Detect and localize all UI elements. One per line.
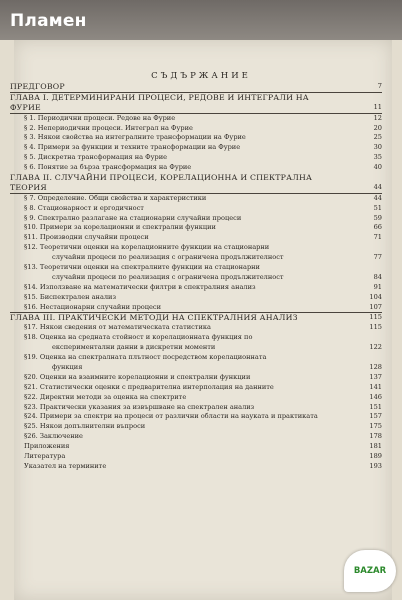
toc-entry-page: 40	[373, 163, 382, 172]
toc-entry-page: 181	[369, 442, 382, 451]
toc-section-row	[10, 163, 382, 173]
toc-entry-title: ФУРИЕ	[10, 102, 41, 112]
toc-entry-page: 84	[373, 272, 382, 281]
toc-entry-title: функция	[52, 362, 83, 371]
toc-entry-title: §26. Заключение	[24, 432, 83, 441]
toc-entry-title: §11. Производни случайни процеси	[24, 233, 149, 242]
toc-entry-page: 157	[369, 412, 382, 421]
toc-entry-page: 178	[369, 432, 382, 441]
toc-section-row	[10, 353, 382, 363]
toc-chapter-row	[10, 173, 382, 183]
toc-entry-title: ТЕОРИЯ	[10, 182, 47, 192]
toc-entry-page: 66	[373, 223, 382, 232]
toc-entry-title: §24. Примери за спектри на процеси от различни области на науката и практиката	[24, 412, 318, 421]
toc-section-row	[10, 124, 382, 134]
toc-entry-page: 115	[369, 323, 382, 332]
toc-entry-page: 77	[373, 253, 382, 262]
toc-section-row	[10, 273, 382, 283]
toc-section-row	[10, 363, 382, 373]
toc-section-row	[10, 383, 382, 393]
toc-entry-title: ГЛАВА II. СЛУЧАЙНИ ПРОЦЕСИ, КОРЕЛАЦИОННА И СПЕКТРАЛНА	[10, 173, 313, 183]
toc-section-row	[10, 133, 382, 143]
toc-entry-title: § 9. Спектрално разлагане на стационарни случайни процеси	[24, 213, 242, 222]
toc-entry-page: 146	[369, 392, 382, 401]
toc-entry-title: § 5. Дискретна трансформация на Фурие	[24, 153, 168, 162]
toc-chapter-row	[10, 313, 382, 323]
toc-entry-title: §12. Теоретични оценки на корелационните функции на стационарни	[24, 243, 270, 252]
toc-entry-title: § 8. Стационарност и ергодичност	[24, 203, 144, 212]
toc-entry-title: § 4. Примери за функции и техните трансформации на Фурие	[24, 143, 241, 152]
toc-entry-title: ПРЕДГОВОР	[10, 82, 65, 91]
toc-entry-title: § 6. Понятие за бърза трансформация на Фурие	[24, 163, 192, 172]
toc-entry-title: §23. Практически указания за извършване на спектрален анализ	[24, 402, 255, 411]
toc-section-row	[10, 403, 382, 413]
brand-name[interactable]: Пламен	[10, 11, 87, 31]
toc-entry-title: §21. Статистически оценки с предварителна интерполация на данните	[24, 382, 274, 391]
toc-entry-title: §18. Оценка на средната стойност и корелационната функция по	[24, 333, 253, 342]
toc-entry-title: §13. Теоретични оценки на спектралните функции на стационарни	[24, 263, 260, 272]
toc-entry-title: ГЛАВА III. ПРАКТИЧЕСКИ МЕТОДИ НА СПЕКТРАЛНИЯ АНАЛИЗ	[10, 313, 298, 323]
toc-section-row	[10, 442, 382, 452]
toc-section-row	[10, 114, 382, 124]
toc-section-row	[10, 263, 382, 273]
toc-entry-page: 193	[369, 461, 382, 470]
toc-entry-page: 59	[373, 213, 382, 222]
toc-entry-page: 12	[373, 113, 382, 122]
toc-entry-page: 107	[369, 302, 382, 311]
toc-entry-title: §17. Някои сведения от математическата статистика	[24, 323, 211, 332]
toc-section-row	[10, 432, 382, 442]
toc-entry-page: 20	[373, 123, 382, 132]
toc-entry-title: §16. Нестационарни случайни процеси	[24, 302, 161, 311]
toc-entry-page: 141	[369, 382, 382, 391]
toc-section-row	[10, 373, 382, 383]
toc-title: СЪДЪРЖАНИЕ	[151, 71, 251, 81]
toc-entry-page: 128	[369, 362, 382, 371]
toc-section-row	[10, 223, 382, 233]
toc-entry-page: 44	[373, 193, 382, 202]
table-of-contents	[10, 82, 382, 472]
toc-entry-title: § 3. Някои свойства на интегралните трансформации на Фурие	[24, 133, 246, 142]
toc-entry-title: § 7. Определение. Общи свойства и характеристики	[24, 193, 207, 202]
toc-section-row	[10, 422, 382, 432]
toc-entry-title: ГЛАВА I. ДЕТЕРМИНИРАНИ ПРОЦЕСИ, РЕДОВЕ И ИНТЕГРАЛИ НА	[10, 92, 309, 102]
toc-entry-page: 11	[373, 102, 382, 111]
toc-entry-title: § 2. Непериодични процеси. Интеграл на Фурие	[24, 123, 193, 132]
toc-entry-page: 137	[369, 372, 382, 381]
toc-section-row	[10, 153, 382, 163]
toc-section-row	[10, 233, 382, 243]
toc-section-row	[10, 333, 382, 343]
toc-entry-page: 175	[369, 422, 382, 431]
toc-section-row	[10, 214, 382, 224]
toc-entry-title: експериментални данни в дискретни моменти	[52, 343, 216, 352]
toc-entry-title: §22. Директни методи за оценка на спектрите	[24, 392, 187, 401]
toc-entry-title: §20. Оценки на взаимните корелационни и спектрални функции	[24, 372, 251, 381]
toc-entry-title: случайни процеси по реализация с ограничена продължителност	[52, 272, 284, 281]
toc-entry-title: §19. Оценка на спектралната плътност посредством корелационната	[24, 353, 267, 362]
toc-entry-page: 115	[369, 313, 382, 322]
toc-entry-title: Указател на термините	[24, 461, 107, 470]
toc-entry-page: 104	[369, 292, 382, 301]
toc-entry-title: §15. Биспектрален анализ	[24, 292, 117, 301]
toc-section-row	[10, 323, 382, 333]
toc-entry-title: Литература	[24, 451, 66, 460]
toc-chapter-row	[10, 82, 382, 92]
toc-section-row	[10, 204, 382, 214]
toc-entry-title: §10. Примери за корелационни и спектрални функции	[24, 223, 216, 232]
toc-section-row	[10, 243, 382, 253]
toc-entry-title: §25. Някои допълнителни въпроси	[24, 422, 146, 431]
toc-section-row	[10, 143, 382, 153]
toc-chapter-row	[10, 93, 382, 103]
toc-entry-page: 122	[369, 343, 382, 352]
toc-section-row	[10, 343, 382, 353]
toc-chapter-row	[10, 183, 382, 193]
toc-entry-title: случайни процеси по реализация с ограничена продължителност	[52, 253, 284, 262]
toc-entry-page: 189	[369, 451, 382, 460]
toc-entry-page: 71	[373, 233, 382, 242]
toc-section-row	[10, 462, 382, 472]
toc-chapter-row	[10, 103, 382, 113]
toc-section-row	[10, 194, 382, 204]
toc-entry-page: 30	[373, 143, 382, 152]
toc-section-row	[10, 412, 382, 422]
toc-section-row	[10, 303, 382, 313]
toc-entry-title: §14. Използване на математически филтри в спектралния анализ	[24, 282, 256, 291]
toc-entry-page: 51	[373, 203, 382, 212]
toc-entry-page: 91	[373, 282, 382, 291]
toc-section-row	[10, 452, 382, 462]
toc-section-row	[10, 253, 382, 263]
toc-entry-page: 44	[373, 182, 382, 191]
toc-section-row	[10, 393, 382, 403]
header-bar	[0, 0, 402, 40]
toc-entry-page: 151	[369, 402, 382, 411]
toc-entry-title: Приложения	[24, 442, 70, 451]
toc-entry-page: 35	[373, 153, 382, 162]
bazar-logo[interactable]: BAZAR	[344, 550, 396, 592]
toc-section-row	[10, 293, 382, 303]
toc-entry-page: 7	[377, 82, 382, 90]
toc-entry-title: § 1. Периодични процеси. Редове на Фурие	[24, 113, 176, 122]
toc-section-row	[10, 283, 382, 293]
toc-entry-page: 25	[373, 133, 382, 142]
